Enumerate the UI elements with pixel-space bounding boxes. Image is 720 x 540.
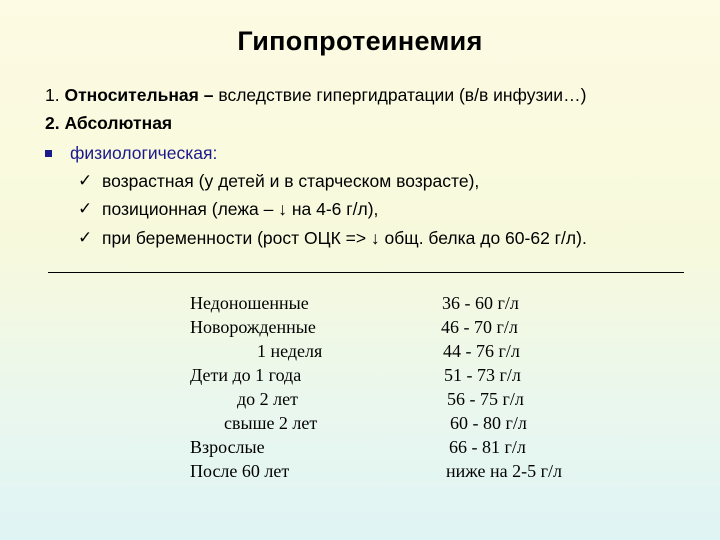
item-relative — [45, 84, 586, 106]
physiological-item-age: возрастная (у детей и в старческом возрасте), — [102, 171, 480, 191]
physiological-item-position: позиционная (лежа – ↓ на 4-6 г/л), — [102, 199, 379, 219]
checkmark-icon: ✓ — [78, 171, 93, 191]
item-relative-text: вследствие гипергидратации (в/в инфузии…) — [218, 85, 587, 105]
table-row-value: 46 - 70 г/л — [441, 317, 518, 337]
table-row-label: Недоношенные — [190, 293, 309, 313]
table-row-label: После 60 лет — [190, 461, 290, 481]
table-row-label: свыше 2 лет — [224, 413, 318, 433]
slide-title: Гипопротеинемия — [237, 26, 483, 56]
table-row-label: 1 неделя — [257, 341, 323, 361]
table-row-value: 51 - 73 г/л — [444, 365, 521, 385]
physiological-item-pregnancy: при беременности (рост ОЦК => ↓ общ. белка до 60-62 г/л). — [102, 228, 587, 248]
item-relative-number: 1. — [45, 85, 60, 105]
item-relative-term: Относительная — [64, 85, 199, 105]
item-relative-dash: – — [203, 85, 214, 105]
table-row-label: Дети до 1 года — [190, 365, 302, 385]
table-row-label: до 2 лет — [237, 389, 298, 409]
table-row-value: 56 - 75 г/л — [447, 389, 524, 409]
checkmark-icon: ✓ — [78, 199, 93, 219]
table-row-label: Взрослые — [190, 437, 265, 457]
table-row-value: 60 - 80 г/л — [450, 413, 527, 433]
table-row-value: 36 - 60 г/л — [442, 293, 519, 313]
checkmark-icon: ✓ — [78, 228, 93, 248]
physiological-label: физиологическая: — [70, 143, 218, 163]
table-row-value: 44 - 76 г/л — [443, 341, 520, 361]
table-row-value: 66 - 81 г/л — [449, 437, 526, 457]
divider-line — [48, 272, 684, 273]
table-row-label: Новорожденные — [190, 317, 316, 337]
item-absolute: 2. Абсолютная — [45, 113, 173, 133]
square-bullet-icon — [45, 150, 52, 157]
table-row-value: ниже на 2-5 г/л — [446, 461, 562, 481]
